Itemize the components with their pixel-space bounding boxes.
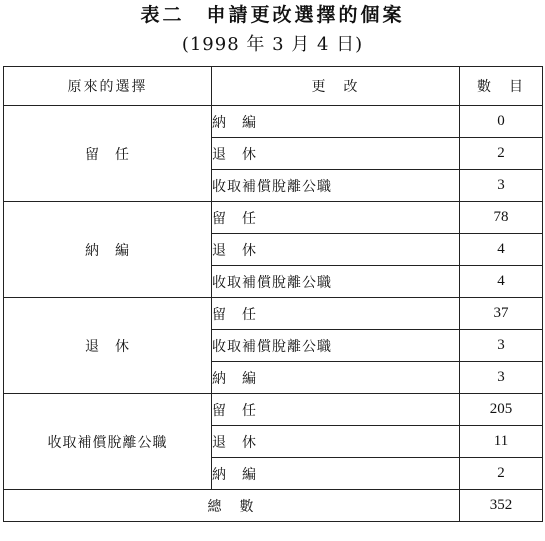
count-cell: 4	[460, 266, 543, 298]
change-cell: 收取補償脫離公職	[212, 266, 460, 298]
change-cell: 退 休	[212, 138, 460, 170]
change-cell: 收取補償脫離公職	[212, 170, 460, 202]
total-row	[4, 490, 543, 522]
count-cell: 205	[460, 394, 543, 426]
table-date: (1998 年 3 月 4 日)	[181, 34, 364, 55]
original-choice-cell: 退 休	[4, 298, 212, 394]
count-cell: 2	[460, 138, 543, 170]
header-change: 更 改	[212, 67, 460, 106]
count-cell: 0	[460, 106, 543, 138]
change-request-table	[3, 66, 543, 522]
change-cell: 納 編	[212, 362, 460, 394]
count-cell: 37	[460, 298, 543, 330]
original-choice-cell: 留 任	[4, 106, 212, 202]
change-cell: 收取補償脫離公職	[212, 330, 460, 362]
table-row	[4, 298, 543, 330]
count-cell: 3	[460, 170, 543, 202]
header-original-choice: 原來的選擇	[4, 67, 212, 106]
count-cell: 3	[460, 362, 543, 394]
table-title: 表二 申請更改選擇的個案	[140, 4, 405, 26]
total-count: 352	[460, 490, 543, 522]
count-cell: 2	[460, 458, 543, 490]
change-cell: 退 休	[212, 234, 460, 266]
count-cell: 78	[460, 202, 543, 234]
table-row	[4, 202, 543, 234]
original-choice-cell: 納 編	[4, 202, 212, 298]
change-cell: 留 任	[212, 298, 460, 330]
count-cell: 11	[460, 426, 543, 458]
table-row	[4, 394, 543, 426]
change-cell: 納 編	[212, 458, 460, 490]
total-label: 總 數	[4, 490, 460, 522]
table-row	[4, 106, 543, 138]
count-cell: 3	[460, 330, 543, 362]
change-cell: 留 任	[212, 202, 460, 234]
original-choice-cell: 收取補償脫離公職	[4, 394, 212, 490]
count-cell: 4	[460, 234, 543, 266]
header-row	[4, 67, 543, 106]
header-count: 數 目	[460, 67, 543, 106]
change-cell: 納 編	[212, 106, 460, 138]
change-cell: 留 任	[212, 394, 460, 426]
change-cell: 退 休	[212, 426, 460, 458]
